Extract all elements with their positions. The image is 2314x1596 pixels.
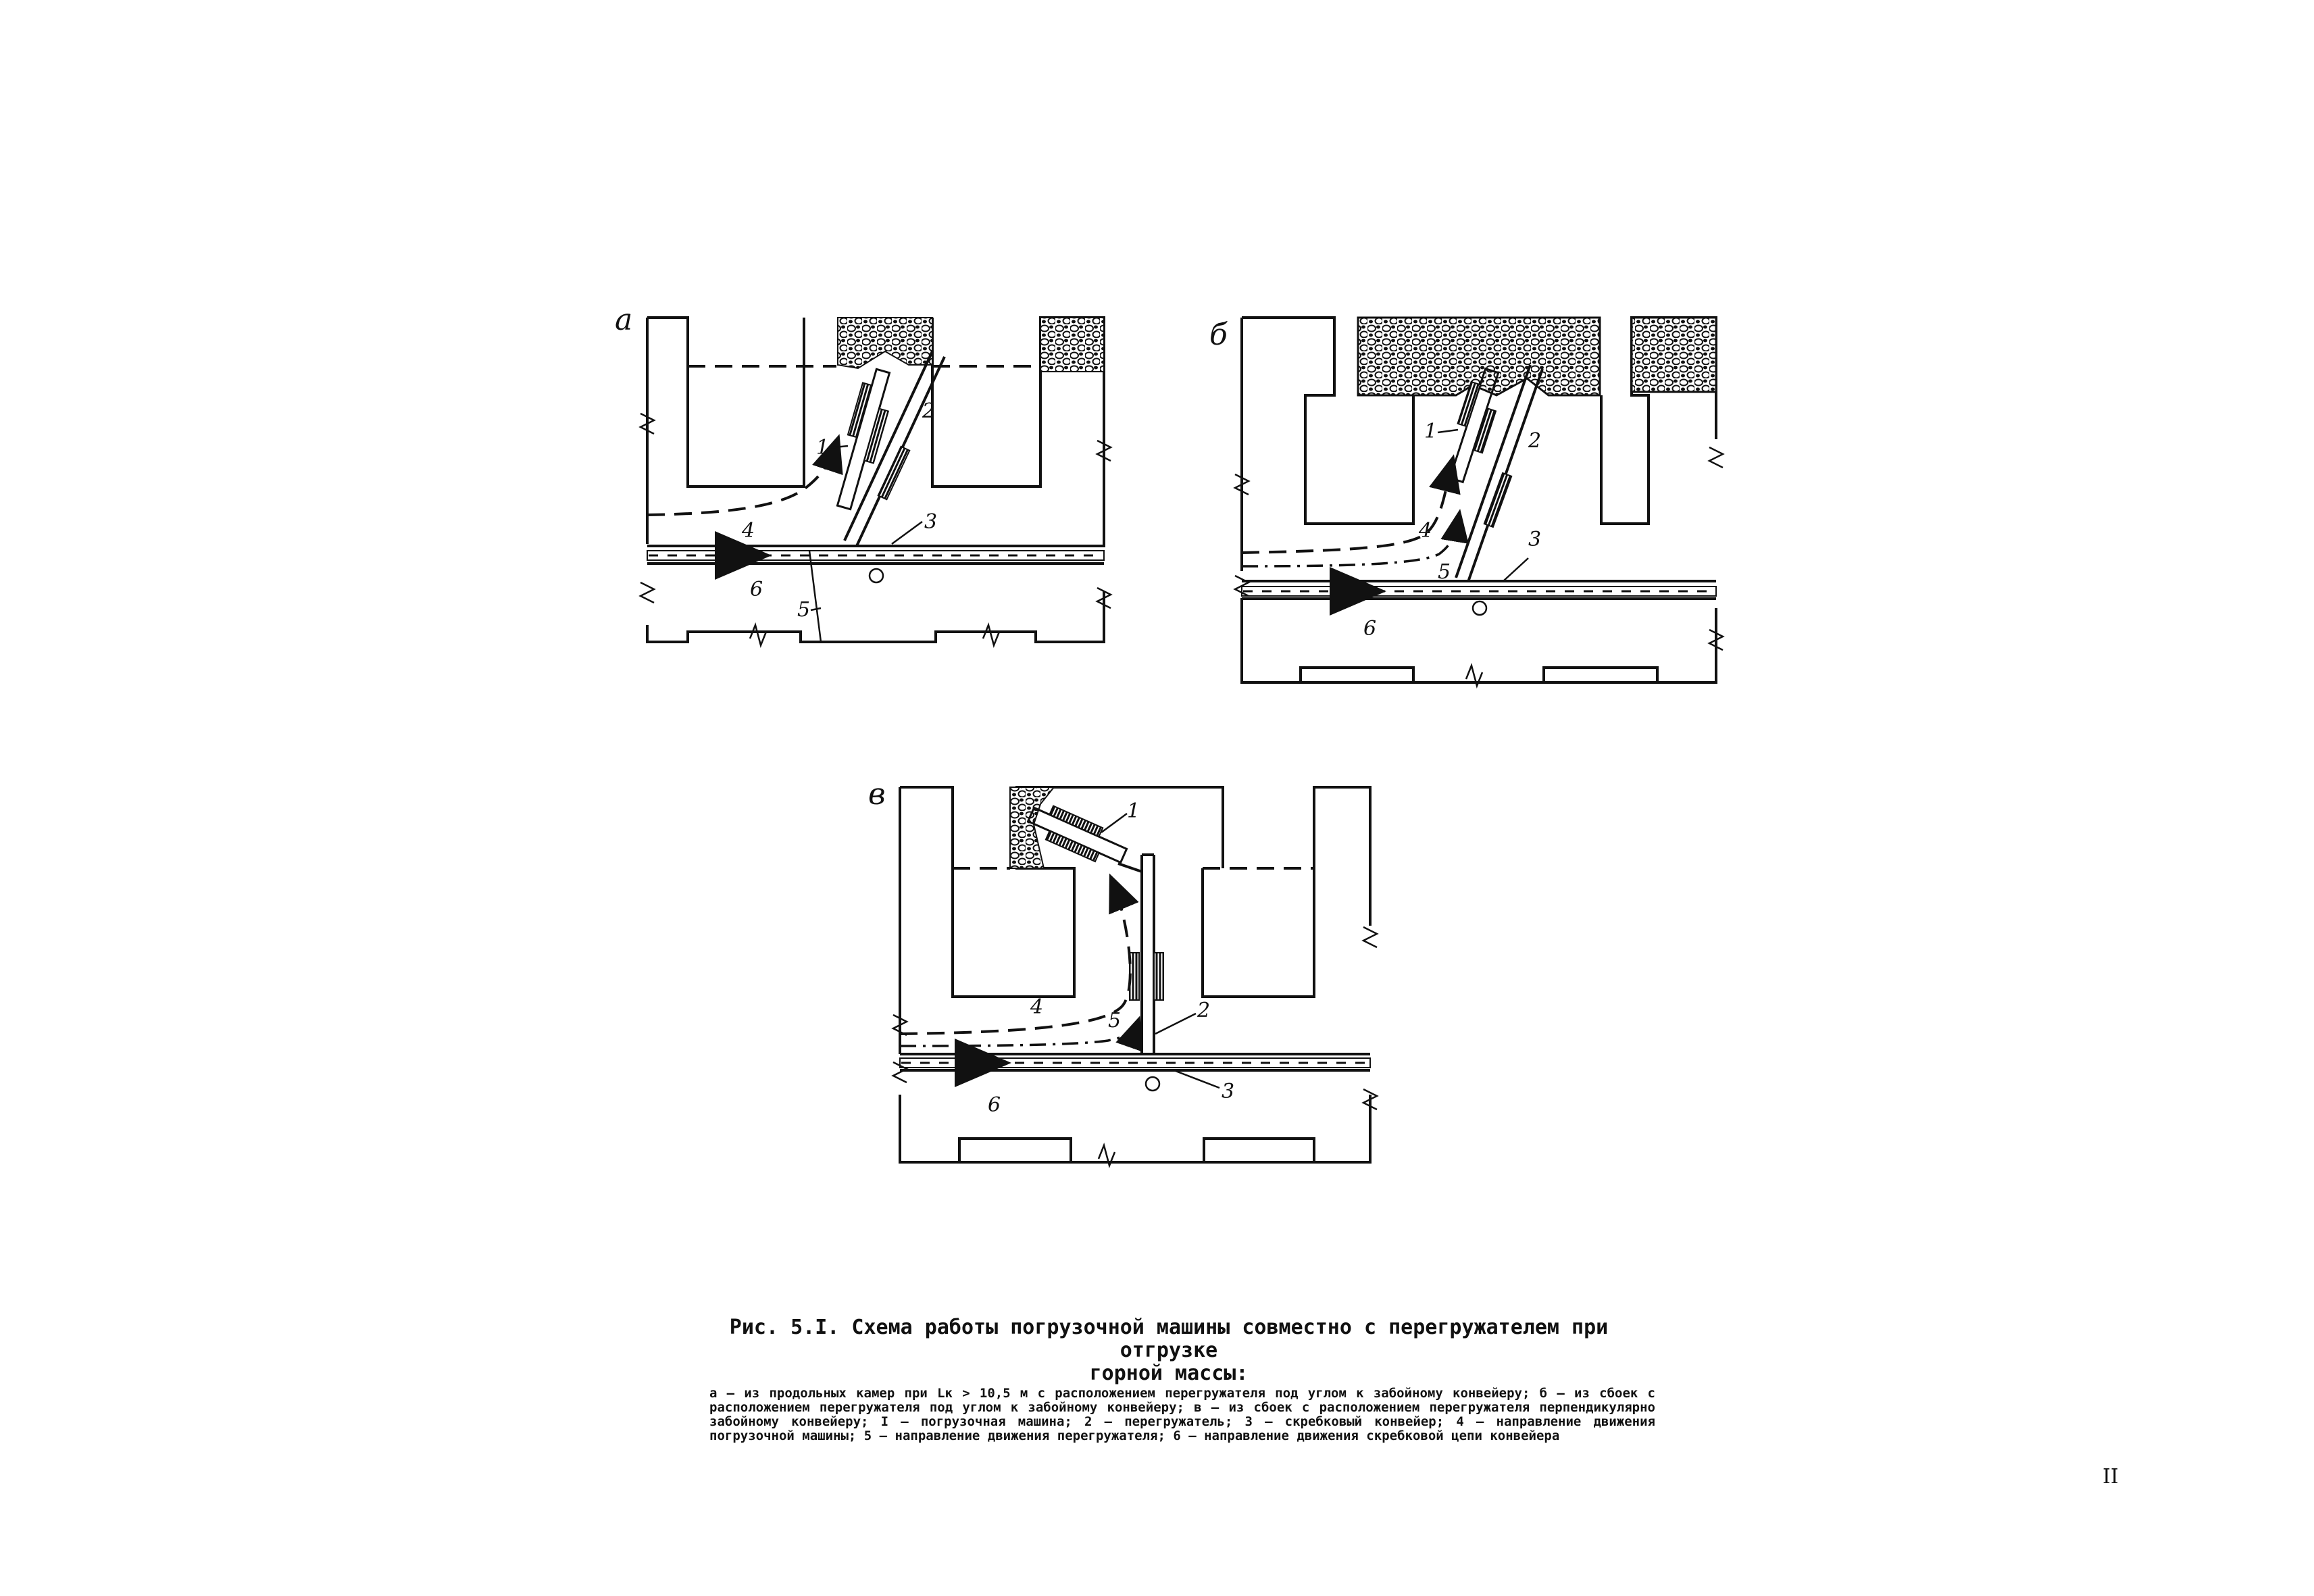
panel-v-label-6: 6 (988, 1093, 1001, 1117)
page-number: II (2103, 1465, 2119, 1489)
panel-b-letter: б (1209, 318, 1228, 352)
panel-a-label-5: 5 (797, 598, 811, 622)
figure-caption-body: а – из продольных камер при Lк > 10,5 м с расположением перегружателя под углом к забойному конвейеру; б – из сбоек с расположением перегружателя под углом к забойному конвейеру; в – из сбоек с расположением перегружателя перпендикулярно забойному конвейеру; I – погрузочная машина; 2 – перегружатель; 3 – скребковый конвейер; 4 – направление движения погрузочной машины; 5 – направление движения перегружателя; 6 – направление движения скребковой цепи конвейера (709, 1386, 1655, 1443)
panel-b-label-4: 4 (1419, 519, 1432, 543)
figure-caption-title (676, 1316, 1662, 1385)
panel-b-label-3: 3 (1528, 528, 1542, 551)
caption-title-line2: горной массы: (1089, 1362, 1249, 1385)
panel-a-letter: а (615, 303, 633, 337)
panel-a (615, 303, 1111, 645)
panel-v-label-2: 2 (1197, 999, 1211, 1022)
panel-v-label-1: 1 (1127, 799, 1140, 823)
panel-a-label-1: 1 (816, 436, 830, 459)
panel-v-label-5: 5 (1108, 1009, 1122, 1032)
panel-b-label-1: 1 (1424, 420, 1438, 443)
panel-v-label-4: 4 (1030, 995, 1044, 1019)
caption-title-line1: Рис. 5.I. Схема работы погрузочной машины совместно с перегружателем при отгрузке (729, 1316, 1609, 1362)
panel-b (1209, 318, 1723, 686)
panel-a-label-6: 6 (750, 578, 763, 601)
panel-b-label-2: 2 (1528, 429, 1542, 453)
panel-b-label-6: 6 (1363, 617, 1377, 641)
panel-v-label-3: 3 (1222, 1080, 1235, 1103)
panel-v-letter: в (868, 777, 886, 812)
panel-b-label-5: 5 (1438, 560, 1451, 584)
panel-a-label-2: 2 (922, 399, 936, 423)
panel-a-label-4: 4 (742, 519, 755, 543)
panel-a-label-3: 3 (924, 510, 938, 534)
panel-v (868, 777, 1377, 1166)
